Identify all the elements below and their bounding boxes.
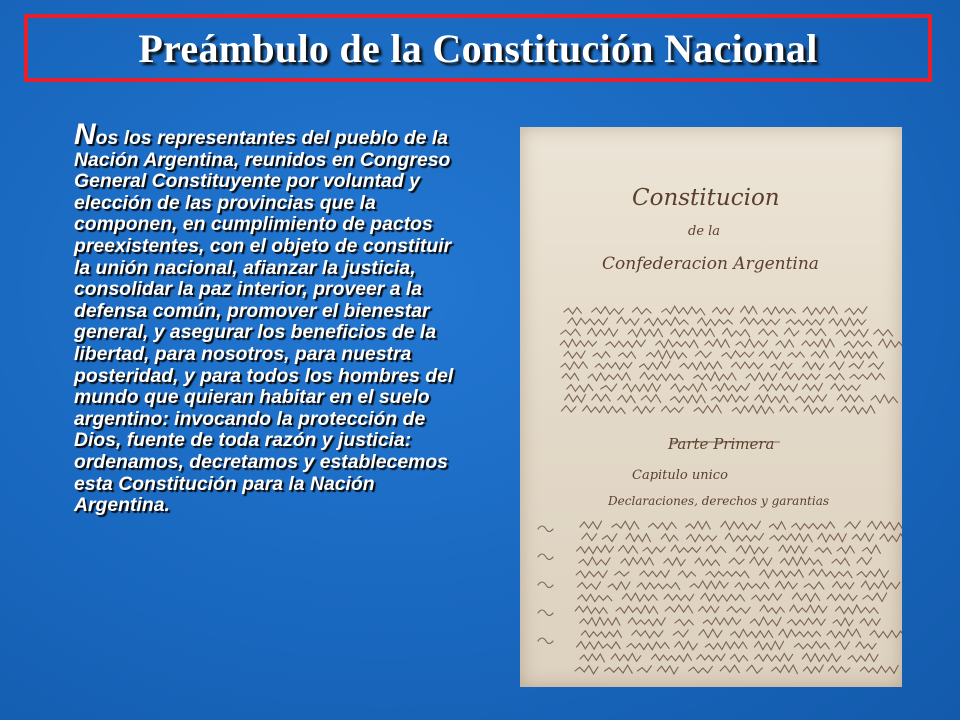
- handwriting-stroke: [561, 406, 576, 412]
- manuscript-heading-2: de la: [688, 224, 721, 239]
- handwriting-stroke: [870, 631, 902, 638]
- handwriting-stroke: [857, 558, 872, 565]
- handwriting-stroke: [562, 373, 579, 380]
- handwriting-stroke: [731, 629, 773, 637]
- handwriting-stroke: [588, 373, 630, 381]
- handwriting-stroke: [741, 306, 757, 314]
- manuscript-heading-1: Constitucion: [632, 185, 780, 211]
- handwriting-stroke: [588, 328, 618, 336]
- page-title: Preámbulo de la Constitución Nacional: [138, 25, 818, 71]
- title-frame: [24, 14, 932, 82]
- handwriting-stroke: [747, 665, 763, 673]
- handwriting-stroke: [863, 545, 881, 553]
- handwriting-stroke: [575, 666, 598, 674]
- handwriting-stroke: [732, 362, 763, 369]
- handwriting-stroke: [750, 617, 781, 626]
- handwriting-stroke: [612, 521, 639, 530]
- handwriting-stroke: [640, 361, 671, 370]
- handwriting-stroke: [837, 546, 854, 554]
- manuscript-handwriting: [538, 306, 902, 674]
- handwriting-stroke: [752, 593, 782, 601]
- handwriting-stroke: [633, 406, 654, 413]
- handwriting-stroke: [818, 533, 847, 542]
- handwriting-stroke: [568, 318, 608, 326]
- handwriting-stroke: [775, 581, 797, 589]
- handwriting-stroke: [619, 352, 636, 359]
- handwriting-stroke: [713, 307, 734, 314]
- handwriting-stroke: [874, 330, 893, 337]
- handwriting-stroke: [863, 593, 887, 601]
- handwriting-stroke: [706, 545, 726, 553]
- handwriting-stroke: [579, 557, 610, 565]
- handwriting-stroke: [755, 641, 784, 650]
- handwriting-stroke: [755, 654, 793, 662]
- handwriting-stroke: [852, 533, 873, 541]
- handwriting-stroke: [576, 571, 607, 578]
- handwriting-stroke: [657, 666, 678, 674]
- handwriting-stroke: [827, 629, 861, 638]
- handwriting-stroke: [803, 307, 837, 315]
- handwriting-stroke: [829, 318, 866, 326]
- handwriting-stroke: [583, 406, 626, 414]
- handwriting-stroke: [760, 605, 784, 613]
- handwriting-stroke: [780, 405, 797, 412]
- handwriting-stroke: [802, 339, 834, 347]
- handwriting-stroke: [582, 533, 597, 540]
- handwriting-stroke: [811, 351, 828, 358]
- handwriting-stroke: [780, 557, 822, 565]
- margin-mark: [538, 610, 553, 616]
- handwriting-stroke: [649, 522, 677, 530]
- handwriting-stroke: [626, 533, 651, 541]
- handwriting-stroke: [621, 558, 654, 566]
- handwriting-stroke: [712, 383, 750, 391]
- handwriting-stroke: [826, 374, 844, 380]
- handwriting-stroke: [849, 361, 864, 369]
- handwriting-stroke: [845, 307, 867, 315]
- handwriting-stroke: [706, 571, 749, 578]
- handwriting-stroke: [732, 405, 773, 414]
- handwriting-stroke: [736, 339, 768, 347]
- handwriting-stroke: [746, 373, 777, 381]
- handwriting-stroke: [661, 534, 678, 542]
- handwriting-stroke: [815, 548, 831, 554]
- handwriting-stroke: [803, 362, 824, 370]
- preamble-text: [74, 118, 462, 517]
- handwriting-stroke: [705, 642, 747, 650]
- handwriting-stroke: [680, 362, 722, 370]
- handwriting-stroke: [619, 546, 638, 554]
- handwriting-stroke: [723, 328, 750, 337]
- handwriting-stroke: [861, 581, 900, 590]
- handwriting-stroke: [662, 306, 705, 315]
- handwriting-stroke: [804, 405, 833, 414]
- handwriting-stroke: [833, 582, 854, 589]
- manuscript-drawing: [520, 127, 902, 687]
- handwriting-stroke: [690, 581, 728, 589]
- preamble-initial: N: [74, 118, 96, 151]
- handwriting-stroke: [627, 642, 669, 650]
- handwriting-stroke: [560, 339, 596, 347]
- handwriting-stroke: [595, 363, 632, 370]
- handwriting-stroke: [769, 522, 785, 530]
- handwriting-stroke: [879, 339, 902, 348]
- manuscript-subtitle: Declaraciones, derechos y garantias: [608, 494, 830, 508]
- handwriting-stroke: [671, 545, 701, 553]
- handwriting-stroke: [564, 351, 585, 358]
- handwriting-stroke: [695, 351, 711, 358]
- handwriting-stroke: [605, 665, 633, 673]
- constitution-manuscript-image: [520, 127, 902, 687]
- handwriting-stroke: [703, 618, 740, 625]
- handwriting-stroke: [561, 329, 581, 336]
- handwriting-stroke: [694, 372, 736, 381]
- handwriting-stroke: [830, 362, 844, 370]
- handwriting-stroke: [736, 546, 768, 554]
- handwriting-stroke: [857, 569, 888, 577]
- handwriting-stroke: [645, 317, 689, 325]
- handwriting-stroke: [578, 582, 601, 589]
- handwriting-stroke: [786, 319, 824, 325]
- handwriting-stroke: [788, 618, 826, 625]
- handwriting-stroke: [638, 666, 652, 673]
- handwriting-stroke: [592, 307, 624, 315]
- handwriting-stroke: [611, 654, 641, 662]
- handwriting-stroke: [880, 534, 902, 542]
- handwriting-stroke: [725, 533, 763, 541]
- handwriting-stroke: [686, 521, 710, 529]
- handwriting-stroke: [784, 328, 799, 336]
- handwriting-stroke: [665, 605, 693, 613]
- handwriting-stroke: [643, 547, 665, 554]
- handwriting-stroke: [727, 607, 750, 614]
- handwriting-stroke: [833, 618, 853, 626]
- handwriting-stroke: [601, 384, 617, 391]
- handwriting-stroke: [687, 534, 717, 541]
- handwriting-stroke: [608, 582, 630, 590]
- handwriting-stroke: [662, 406, 684, 412]
- handwriting-stroke: [640, 372, 683, 380]
- handwriting-stroke: [841, 406, 875, 414]
- handwriting-stroke: [868, 521, 903, 530]
- handwriting-stroke: [697, 654, 725, 661]
- handwriting-stroke: [806, 329, 826, 336]
- margin-mark: [538, 638, 553, 644]
- handwriting-stroke: [577, 545, 614, 553]
- handwriting-stroke: [755, 395, 788, 403]
- handwriting-stroke: [735, 583, 769, 590]
- handwriting-stroke: [721, 521, 761, 530]
- handwriting-stroke: [869, 362, 884, 369]
- handwriting-stroke: [567, 384, 593, 391]
- handwriting-stroke: [695, 558, 720, 566]
- handwriting-stroke: [844, 341, 871, 348]
- handwriting-stroke: [722, 351, 754, 359]
- handwriting-stroke: [565, 394, 586, 402]
- handwriting-stroke: [640, 570, 670, 577]
- handwriting-stroke: [606, 340, 646, 347]
- handwriting-stroke: [772, 665, 798, 674]
- handwriting-stroke: [836, 329, 868, 337]
- handwriting-stroke: [580, 617, 620, 625]
- manuscript-heading-3: Confederacion Argentina: [602, 254, 819, 274]
- handwriting-stroke: [671, 383, 707, 392]
- handwriting-stroke: [845, 521, 860, 528]
- handwriting-stroke: [759, 384, 797, 392]
- handwriting-stroke: [578, 594, 612, 601]
- handwriting-stroke: [593, 352, 610, 358]
- handwriting-stroke: [705, 339, 730, 347]
- handwriting-stroke: [779, 545, 807, 553]
- handwriting-stroke: [646, 351, 686, 360]
- handwriting-stroke: [871, 395, 897, 403]
- handwriting-stroke: [832, 558, 849, 566]
- handwriting-stroke: [628, 618, 665, 626]
- handwriting-stroke: [860, 619, 880, 626]
- handwriting-stroke: [802, 654, 840, 662]
- handwriting-stroke: [828, 666, 850, 673]
- handwriting-stroke: [617, 317, 639, 325]
- handwriting-stroke: [796, 395, 827, 403]
- handwriting-stroke: [675, 642, 698, 650]
- handwriting-stroke: [580, 654, 604, 662]
- handwriting-stroke: [837, 395, 863, 402]
- handwriting-stroke: [637, 583, 680, 590]
- handwriting-stroke: [678, 571, 695, 577]
- handwriting-stroke: [763, 307, 795, 315]
- handwriting-stroke: [790, 605, 827, 613]
- preamble-body: os los representantes del pueblo de la Nación Argentina, reunidos en Congreso General Constituyente por voluntad y elección de las provincias que la componen, en cumplimiento de pactos preexistentes, con el objeto de constituir la unión nacional, afianzar la justicia, consolidar la paz interior, proveer a la defensa común, promover el bienestar general, y asegurar los beneficios de la libertad, para nosotros, para nuestra posteridad, y para todos los hombres del mundo que quieran habitar en el suelo argentino: invocando la protección de Dios, fuente de toda razón y justicia: ordenamos, decretamos y establecemos esta Constitución para la Nación Argentina.: [74, 127, 454, 517]
- handwriting-stroke: [759, 329, 778, 336]
- handwriting-stroke: [618, 395, 636, 403]
- handwriting-stroke: [622, 593, 657, 601]
- handwriting-stroke: [673, 630, 688, 637]
- handwriting-stroke: [803, 665, 823, 673]
- handwriting-stroke: [856, 642, 876, 649]
- handwriting-stroke: [699, 629, 722, 637]
- handwriting-stroke: [809, 569, 852, 577]
- handwriting-stroke: [701, 593, 745, 601]
- handwriting-stroke: [632, 307, 651, 314]
- handwriting-stroke: [581, 630, 621, 637]
- handwriting-stroke: [759, 351, 781, 359]
- handwriting-stroke: [729, 558, 744, 564]
- handwriting-stroke: [804, 582, 824, 589]
- handwriting-stroke: [750, 557, 772, 566]
- handwriting-stroke: [694, 405, 721, 413]
- margin-mark: [538, 526, 553, 532]
- handwriting-stroke: [741, 318, 780, 326]
- handwriting-stroke: [689, 666, 713, 673]
- handwriting-stroke: [779, 629, 821, 637]
- handwriting-stroke: [623, 383, 661, 391]
- handwriting-stroke: [711, 394, 748, 402]
- handwriting-stroke: [615, 571, 629, 576]
- handwriting-stroke: [792, 522, 835, 530]
- handwriting-stroke: [641, 395, 661, 403]
- handwriting-stroke: [782, 372, 820, 380]
- handwriting-stroke: [771, 362, 792, 370]
- handwriting-stroke: [580, 521, 602, 529]
- handwriting-stroke: [848, 654, 878, 662]
- handwriting-stroke: [664, 558, 685, 566]
- handwriting-stroke: [770, 534, 812, 542]
- handwriting-stroke: [720, 665, 739, 672]
- handwriting-stroke: [835, 605, 878, 614]
- handwriting-stroke: [835, 642, 849, 650]
- handwriting-stroke: [592, 394, 610, 401]
- handwriting-stroke: [577, 642, 621, 650]
- handwriting-stroke: [602, 534, 617, 542]
- handwriting-stroke: [788, 352, 804, 357]
- handwriting-stroke: [671, 395, 706, 403]
- handwriting-stroke: [652, 654, 692, 662]
- margin-mark: [538, 582, 553, 588]
- handwriting-stroke: [632, 630, 663, 638]
- handwriting-stroke: [860, 666, 898, 674]
- handwriting-stroke: [831, 384, 861, 391]
- handwriting-stroke: [664, 594, 694, 601]
- handwriting-stroke: [575, 606, 607, 613]
- handwriting-stroke: [827, 594, 857, 601]
- handwriting-stroke: [698, 318, 733, 326]
- manuscript-chapter: Capitulo unico: [632, 468, 728, 483]
- margin-mark: [538, 554, 553, 560]
- handwriting-stroke: [730, 655, 747, 662]
- handwriting-stroke: [656, 340, 698, 348]
- handwriting-stroke: [561, 362, 588, 370]
- handwriting-stroke: [837, 351, 878, 359]
- handwriting-stroke: [794, 642, 829, 649]
- manuscript-section: Parte Primera: [668, 435, 775, 453]
- handwriting-stroke: [628, 328, 662, 337]
- handwriting-stroke: [850, 373, 885, 380]
- handwriting-stroke: [671, 328, 715, 337]
- handwriting-stroke: [699, 606, 719, 613]
- handwriting-stroke: [776, 340, 794, 348]
- handwriting-stroke: [760, 570, 804, 578]
- handwriting-stroke: [616, 606, 658, 614]
- handwriting-stroke: [802, 383, 822, 391]
- handwriting-stroke: [792, 593, 820, 602]
- handwriting-stroke: [564, 308, 582, 314]
- handwriting-stroke: [675, 619, 694, 625]
